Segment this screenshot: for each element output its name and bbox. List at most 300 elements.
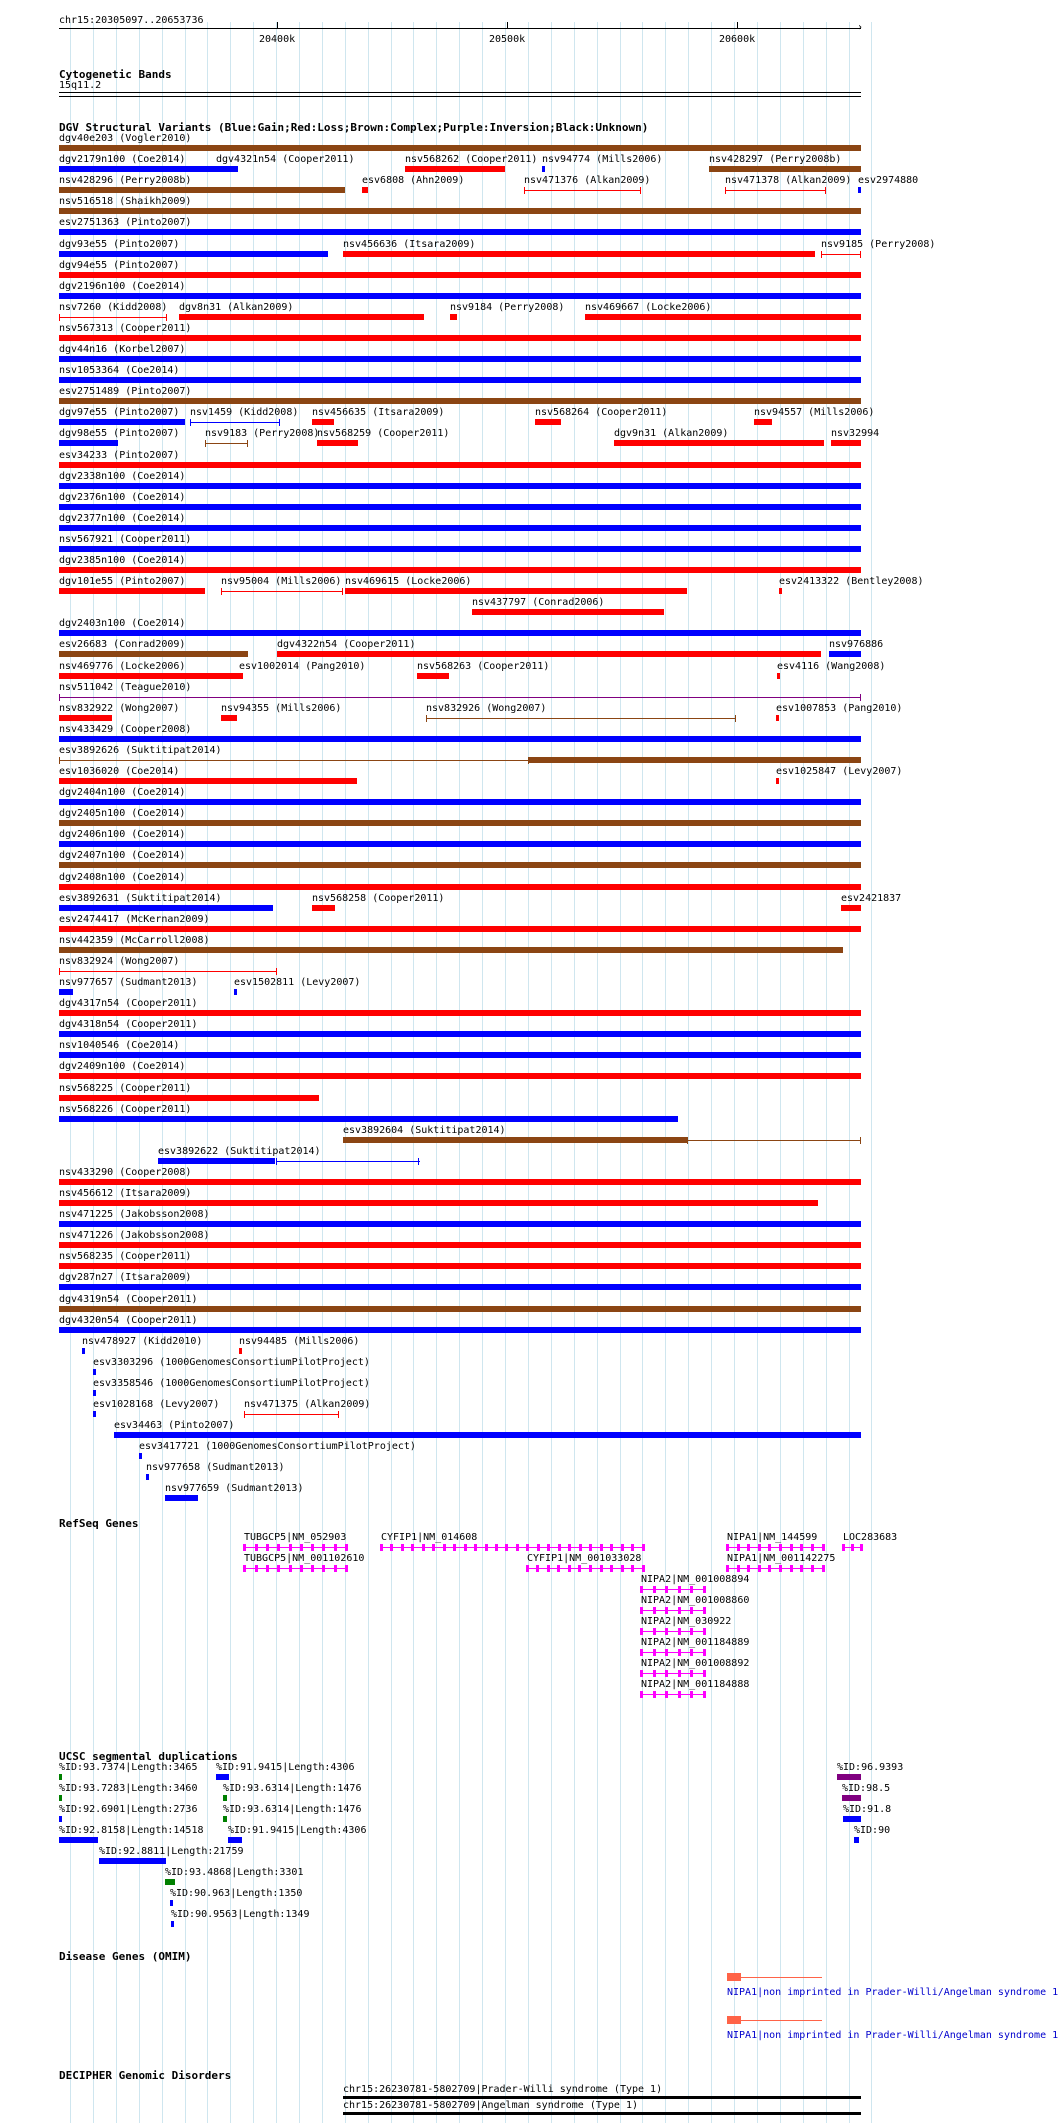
sv-bar[interactable] (59, 145, 861, 151)
sv-bar[interactable] (858, 187, 861, 193)
sv-label: esv3358546 (1000GenomesConsortiumPilotProject) (93, 1378, 370, 1389)
sv-label: nsv94355 (Mills2006) (221, 703, 342, 714)
segdup-bar[interactable] (59, 1816, 62, 1822)
sv-bar[interactable] (59, 1263, 861, 1269)
gene-exon (505, 1544, 508, 1551)
gene-exon (610, 1544, 613, 1551)
gene-exon (703, 1628, 706, 1635)
sv-label: nsv1459 (Kidd2008) (190, 407, 299, 418)
sv-bar-cap (418, 1158, 419, 1165)
segdup-bar[interactable] (99, 1858, 166, 1864)
sv-label: dgv2404n100 (Coe2014) (59, 787, 186, 798)
sv-label: nsv568226 (Cooper2011) (59, 1104, 192, 1115)
gene-exon (345, 1544, 348, 1551)
sv-bar[interactable] (343, 1137, 687, 1143)
sv-bar[interactable] (529, 757, 861, 763)
sv-bar[interactable] (221, 591, 343, 592)
sv-bar[interactable] (93, 1411, 96, 1417)
gene-exon (526, 1544, 529, 1551)
sv-bar[interactable] (59, 567, 861, 573)
gene-intron-line[interactable] (527, 1568, 643, 1569)
sv-bar[interactable] (59, 1327, 861, 1333)
gene-intron-line[interactable] (641, 1610, 704, 1611)
sv-bar[interactable] (59, 251, 328, 257)
segdup-bar[interactable] (59, 1837, 98, 1843)
sv-bar[interactable] (312, 419, 334, 425)
sv-bar[interactable] (59, 905, 273, 911)
sv-bar[interactable] (725, 190, 826, 191)
segdup-bar[interactable] (59, 1774, 62, 1780)
sv-label: nsv832924 (Wong2007) (59, 956, 180, 967)
segdup-label: %ID:90.963|Length:1350 (170, 1888, 303, 1899)
sv-bar[interactable] (841, 905, 861, 911)
sv-bar[interactable] (59, 483, 861, 489)
sv-bar[interactable] (59, 971, 277, 972)
gene-exon (747, 1565, 750, 1572)
gene-exon (311, 1565, 314, 1572)
sv-label: dgv287n27 (Itsara2009) (59, 1272, 192, 1283)
sv-bar[interactable] (59, 697, 861, 698)
gene-exon (653, 1670, 656, 1677)
sv-label: dgv2385n100 (Coe2014) (59, 555, 186, 566)
gene-intron-line[interactable] (381, 1547, 643, 1548)
sv-label: nsv567313 (Cooper2011) (59, 323, 192, 334)
gene-exon (536, 1565, 539, 1572)
sv-label: nsv9183 (Perry2008) (205, 428, 320, 439)
gene-exon (640, 1586, 643, 1593)
sv-label: dgv94e55 (Pinto2007) (59, 260, 180, 271)
segdup-bar[interactable] (223, 1816, 227, 1822)
sv-label: esv2421837 (841, 893, 902, 904)
sv-label: nsv94774 (Mills2006) (542, 154, 663, 165)
sv-label: esv3417721 (1000GenomesConsortiumPilotProject) (139, 1441, 416, 1452)
omim-label: NIPA1|non imprinted in Prader-Willi/Angelman syndrome 1 (727, 1987, 1058, 1998)
gene-exon (334, 1565, 337, 1572)
gene-intron-line[interactable] (641, 1631, 704, 1632)
sv-label: esv2751489 (Pinto2007) (59, 386, 192, 397)
sv-bar[interactable] (82, 1348, 85, 1354)
sv-label: nsv568259 (Cooper2011) (317, 428, 450, 439)
sv-bar[interactable] (777, 673, 780, 679)
sv-bar[interactable] (472, 609, 664, 615)
sv-bar[interactable] (524, 190, 641, 191)
sv-bar[interactable] (190, 422, 280, 423)
gene-exon (300, 1544, 303, 1551)
sv-label: nsv471376 (Alkan2009) (524, 175, 651, 186)
gene-exon (380, 1544, 383, 1551)
gene-exon (690, 1649, 693, 1656)
segdup-label: %ID:92.8158|Length:14518 (59, 1825, 204, 1836)
sv-bar[interactable] (59, 1031, 861, 1037)
sv-bar[interactable] (276, 1161, 420, 1162)
segdup-bar[interactable] (216, 1774, 229, 1780)
gene-exon (495, 1544, 498, 1551)
sv-bar[interactable] (59, 293, 861, 299)
sv-label: dgv101e55 (Pinto2007) (59, 576, 186, 587)
sv-label: dgv2179n100 (Coe2014) (59, 154, 186, 165)
gene-exon (653, 1607, 656, 1614)
gene-intron-line[interactable] (244, 1568, 346, 1569)
sv-bar[interactable] (59, 588, 205, 594)
gene-label: CYFIP1|NM_001033028 (527, 1553, 642, 1564)
sv-bar[interactable] (221, 715, 237, 721)
sv-bar[interactable] (59, 947, 843, 953)
gene-exon (690, 1691, 693, 1698)
gene-label: TUBGCP5|NM_052903 (244, 1532, 347, 1543)
sv-bar-cap (276, 968, 277, 975)
gene-exon (737, 1544, 740, 1551)
sv-bar[interactable] (59, 356, 861, 362)
sv-bar-cap (59, 314, 60, 321)
sv-bar[interactable] (59, 187, 345, 193)
gene-exon (690, 1628, 693, 1635)
sv-bar[interactable] (687, 1140, 861, 1141)
sv-bar[interactable] (779, 588, 782, 594)
gene-intron-line[interactable] (641, 1589, 704, 1590)
gene-exon (311, 1544, 314, 1551)
gene-exon (589, 1544, 592, 1551)
sv-label: dgv2403n100 (Coe2014) (59, 618, 186, 629)
sv-bar[interactable] (59, 377, 861, 383)
gene-exon (255, 1544, 258, 1551)
sv-bar[interactable] (59, 736, 861, 742)
sv-bar[interactable] (829, 651, 861, 657)
sv-label: nsv433290 (Cooper2008) (59, 1167, 192, 1178)
segdup-bar[interactable] (171, 1921, 174, 1927)
gene-label: LOC283683 (843, 1532, 898, 1543)
sv-label: dgv2196n100 (Coe2014) (59, 281, 186, 292)
sv-bar[interactable] (59, 229, 861, 235)
gene-exon (800, 1565, 803, 1572)
sv-bar[interactable] (59, 862, 861, 868)
sv-bar[interactable] (114, 1432, 861, 1438)
gene-exon (557, 1565, 560, 1572)
segdup-bar[interactable] (59, 1795, 62, 1801)
sv-bar[interactable] (59, 546, 861, 552)
sv-bar[interactable] (585, 314, 861, 320)
sv-bar-cap (687, 1137, 688, 1144)
sv-bar[interactable] (59, 1095, 319, 1101)
segdup-label: %ID:93.7283|Length:3460 (59, 1783, 198, 1794)
sv-bar-cap (244, 1411, 245, 1418)
cyto-band-label: 15q11.2 (59, 80, 102, 91)
sv-label: dgv2407n100 (Coe2014) (59, 850, 186, 861)
sv-bar-cap (524, 187, 525, 194)
sv-bar-cap (247, 440, 248, 447)
sv-bar[interactable] (59, 926, 861, 932)
segdup-label: %ID:93.6314|Length:1476 (223, 1804, 362, 1815)
gene-exon (401, 1544, 404, 1551)
sv-bar[interactable] (776, 715, 779, 721)
sv-bar-cap (640, 187, 641, 194)
sv-bar-cap (825, 187, 826, 194)
segdup-bar[interactable] (843, 1816, 861, 1822)
sv-label: nsv977657 (Sudmant2013) (59, 977, 198, 988)
sv-label: dgv2409n100 (Coe2014) (59, 1061, 186, 1072)
sv-bar-cap (860, 251, 861, 258)
sv-label: nsv977659 (Sudmant2013) (165, 1483, 304, 1494)
segdup-bar[interactable] (837, 1774, 861, 1780)
gene-exon (631, 1544, 634, 1551)
segdup-bar[interactable] (842, 1795, 861, 1801)
sv-bar[interactable] (59, 440, 118, 446)
segdup-label: %ID:93.4868|Length:3301 (165, 1867, 304, 1878)
sv-label: nsv469615 (Locke2006) (345, 576, 472, 587)
sv-bar-cap (342, 588, 343, 595)
sv-bar-cap (821, 251, 822, 258)
sv-label: nsv516518 (Shaikh2009) (59, 196, 192, 207)
section-omim: Disease Genes (OMIM) (59, 1950, 192, 1963)
sv-label: esv3892631 (Suktitipat2014) (59, 893, 222, 904)
sv-label: nsv568258 (Cooper2011) (312, 893, 445, 904)
gene-exon (653, 1691, 656, 1698)
sv-bar[interactable] (93, 1390, 96, 1396)
sv-bar-cap (59, 694, 60, 701)
sv-label: nsv471226 (Jakobsson2008) (59, 1230, 210, 1241)
gene-exon (703, 1670, 706, 1677)
sv-bar[interactable] (59, 799, 861, 805)
sv-bar-cap (338, 1411, 339, 1418)
sv-bar[interactable] (59, 1284, 861, 1290)
sv-bar[interactable] (614, 440, 824, 446)
sv-label: nsv469667 (Locke2006) (585, 302, 712, 313)
gene-exon (678, 1607, 681, 1614)
sv-label: dgv4322n54 (Cooper2011) (277, 639, 416, 650)
sv-bar[interactable] (59, 778, 357, 784)
segdup-bar[interactable] (170, 1900, 173, 1906)
gene-exon (600, 1565, 603, 1572)
gene-exon (411, 1544, 414, 1551)
sv-bar[interactable] (59, 630, 861, 636)
sv-label: nsv976886 (829, 639, 884, 650)
gene-exon (277, 1565, 280, 1572)
sv-bar[interactable] (59, 398, 861, 404)
sv-label: nsv832926 (Wong2007) (426, 703, 547, 714)
sv-bar[interactable] (59, 1221, 861, 1227)
gene-exon (653, 1649, 656, 1656)
sv-bar[interactable] (179, 314, 424, 320)
sv-bar[interactable] (535, 419, 561, 425)
sv-bar[interactable] (821, 254, 861, 255)
sv-bar[interactable] (165, 1495, 198, 1501)
gene-intron-line[interactable] (641, 1652, 704, 1653)
sv-bar[interactable] (93, 1369, 96, 1375)
sv-label: esv3892626 (Suktitipat2014) (59, 745, 222, 756)
sv-label: nsv568262 (Cooper2011) (405, 154, 538, 165)
sv-bar[interactable] (776, 778, 779, 784)
ruler-arrow-icon: › (857, 22, 864, 33)
sv-label: esv1007853 (Pang2010) (776, 703, 903, 714)
ruler-line (59, 28, 861, 29)
sv-label: nsv832922 (Wong2007) (59, 703, 180, 714)
sv-bar[interactable] (59, 208, 861, 214)
decipher-bar[interactable] (343, 2096, 861, 2099)
gene-exon (422, 1544, 425, 1551)
gene-exon (334, 1544, 337, 1551)
gene-exon (665, 1607, 668, 1614)
sv-bar-cap (860, 694, 861, 701)
gene-exon (558, 1544, 561, 1551)
segdup-label: %ID:93.6314|Length:1476 (223, 1783, 362, 1794)
gene-intron-line[interactable] (244, 1547, 346, 1548)
gene-exon (631, 1565, 634, 1572)
gene-exon (690, 1670, 693, 1677)
gene-label: NIPA2|NM_001184888 (641, 1679, 750, 1690)
gene-exon (758, 1544, 761, 1551)
sv-bar-cap (279, 419, 280, 426)
sv-bar[interactable] (754, 419, 772, 425)
sv-label: esv1025847 (Levy2007) (776, 766, 903, 777)
gene-label: TUBGCP5|NM_001102610 (244, 1553, 365, 1564)
gene-exon (703, 1607, 706, 1614)
sv-bar[interactable] (234, 989, 237, 995)
gene-exon (758, 1565, 761, 1572)
sv-bar[interactable] (59, 272, 861, 278)
sv-bar[interactable] (59, 1179, 861, 1185)
sv-bar[interactable] (450, 314, 457, 320)
gene-exon (822, 1565, 825, 1572)
sv-bar[interactable] (312, 905, 335, 911)
sv-label: dgv2376n100 (Coe2014) (59, 492, 186, 503)
sv-bar[interactable] (59, 419, 185, 425)
sv-bar[interactable] (542, 166, 545, 172)
sv-bar[interactable] (405, 166, 505, 172)
gene-label: NIPA2|NM_001184889 (641, 1637, 750, 1648)
sv-label: nsv511042 (Teague2010) (59, 682, 192, 693)
gene-intron-line[interactable] (641, 1694, 704, 1695)
sv-bar[interactable] (59, 1010, 861, 1016)
sv-label: esv26683 (Conrad2009) (59, 639, 186, 650)
sv-bar-cap (166, 314, 167, 321)
sv-bar[interactable] (59, 1306, 861, 1312)
sv-bar[interactable] (244, 1414, 339, 1415)
sv-label: esv1028168 (Levy2007) (93, 1399, 220, 1410)
sv-bar[interactable] (417, 673, 449, 679)
sv-bar[interactable] (146, 1474, 149, 1480)
sv-bar[interactable] (59, 1052, 861, 1058)
sv-bar-cap (276, 1158, 277, 1165)
sv-bar[interactable] (59, 989, 73, 995)
sv-bar-cap (59, 968, 60, 975)
gene-exon (640, 1670, 643, 1677)
gene-exon (610, 1565, 613, 1572)
segdup-bar[interactable] (228, 1837, 242, 1843)
gene-exon (811, 1544, 814, 1551)
sv-bar[interactable] (59, 504, 861, 510)
sv-label: dgv40e203 (Vogler2010) (59, 133, 192, 144)
sv-label: dgv2377n100 (Coe2014) (59, 513, 186, 524)
sv-bar[interactable] (59, 166, 216, 172)
sv-bar[interactable] (59, 1242, 861, 1248)
sv-bar[interactable] (59, 1073, 861, 1079)
segdup-bar[interactable] (854, 1837, 859, 1843)
sv-bar[interactable] (709, 166, 861, 172)
sv-bar[interactable] (239, 1348, 242, 1354)
sv-bar[interactable] (831, 440, 861, 446)
ruler-tick-label: 20500k (489, 34, 526, 45)
sv-label: dgv4317n54 (Cooper2011) (59, 998, 198, 1009)
gene-intron-line[interactable] (727, 1568, 822, 1569)
gene-exon (800, 1544, 803, 1551)
sv-bar[interactable] (59, 760, 529, 761)
sv-bar[interactable] (59, 317, 167, 318)
gene-exon (322, 1544, 325, 1551)
sv-bar[interactable] (59, 335, 861, 341)
sv-bar[interactable] (59, 462, 861, 468)
sv-bar-cap (725, 187, 726, 194)
sv-label: dgv93e55 (Pinto2007) (59, 239, 180, 250)
segdup-label: %ID:96.9393 (837, 1762, 904, 1773)
sv-label: dgv97e55 (Pinto2007) (59, 407, 180, 418)
gene-intron-line[interactable] (641, 1673, 704, 1674)
gene-exon (790, 1544, 793, 1551)
sv-bar[interactable] (317, 440, 358, 446)
section-segdup: UCSC segmental duplications (59, 1750, 238, 1763)
sv-bar[interactable] (158, 1158, 275, 1164)
sv-label: dgv9n31 (Alkan2009) (614, 428, 729, 439)
sv-bar[interactable] (59, 651, 248, 657)
segdup-label: %ID:92.6901|Length:2736 (59, 1804, 198, 1815)
sv-bar[interactable] (59, 715, 112, 721)
segdup-label: %ID:91.8 (843, 1804, 892, 1815)
sv-bar[interactable] (59, 841, 861, 847)
sv-bar[interactable] (362, 187, 368, 193)
sv-bar[interactable] (205, 443, 248, 444)
sv-bar[interactable] (216, 166, 238, 172)
gene-label: NIPA1|NM_144599 (727, 1532, 818, 1543)
sv-bar[interactable] (277, 651, 821, 657)
sv-bar[interactable] (345, 588, 687, 594)
gene-exon (464, 1544, 467, 1551)
segdup-bar[interactable] (223, 1795, 227, 1801)
segdup-label: %ID:93.7374|Length:3465 (59, 1762, 198, 1773)
section-cytogenetic-bands: Cytogenetic Bands (59, 68, 172, 81)
gene-exon (345, 1565, 348, 1572)
sv-bar[interactable] (343, 251, 815, 257)
sv-label: esv3892604 (Suktitipat2014) (343, 1125, 506, 1136)
sv-bar[interactable] (59, 1116, 678, 1122)
ruler-tick-label: 20600k (719, 34, 756, 45)
gene-exon (266, 1544, 269, 1551)
sv-label: nsv1053364 (Coe2014) (59, 365, 180, 376)
sv-bar[interactable] (59, 884, 861, 890)
sv-label: esv2751363 (Pinto2007) (59, 217, 192, 228)
gene-intron-line[interactable] (727, 1547, 822, 1548)
sv-label: nsv1040546 (Coe2014) (59, 1040, 180, 1051)
gene-exon (690, 1607, 693, 1614)
segdup-bar[interactable] (165, 1879, 175, 1885)
sv-bar[interactable] (59, 525, 861, 531)
gene-exon (665, 1649, 668, 1656)
sv-bar[interactable] (239, 673, 242, 679)
sv-label: nsv9185 (Perry2008) (821, 239, 936, 250)
gene-exon (703, 1691, 706, 1698)
gene-label: CYFIP1|NM_014608 (381, 1532, 478, 1543)
gene-exon (640, 1628, 643, 1635)
gene-exon (289, 1565, 292, 1572)
gene-exon (243, 1565, 246, 1572)
sv-bar[interactable] (59, 1200, 818, 1206)
sv-label: nsv456635 (Itsara2009) (312, 407, 445, 418)
sv-bar[interactable] (59, 820, 861, 826)
sv-bar[interactable] (59, 673, 243, 679)
sv-bar[interactable] (139, 1453, 142, 1459)
sv-bar[interactable] (426, 718, 736, 719)
sv-label: dgv4321n54 (Cooper2011) (216, 154, 355, 165)
decipher-bar[interactable] (343, 2112, 861, 2115)
sv-bar-cap (860, 1137, 861, 1144)
sv-label: nsv428297 (Perry2008b) (709, 154, 842, 165)
